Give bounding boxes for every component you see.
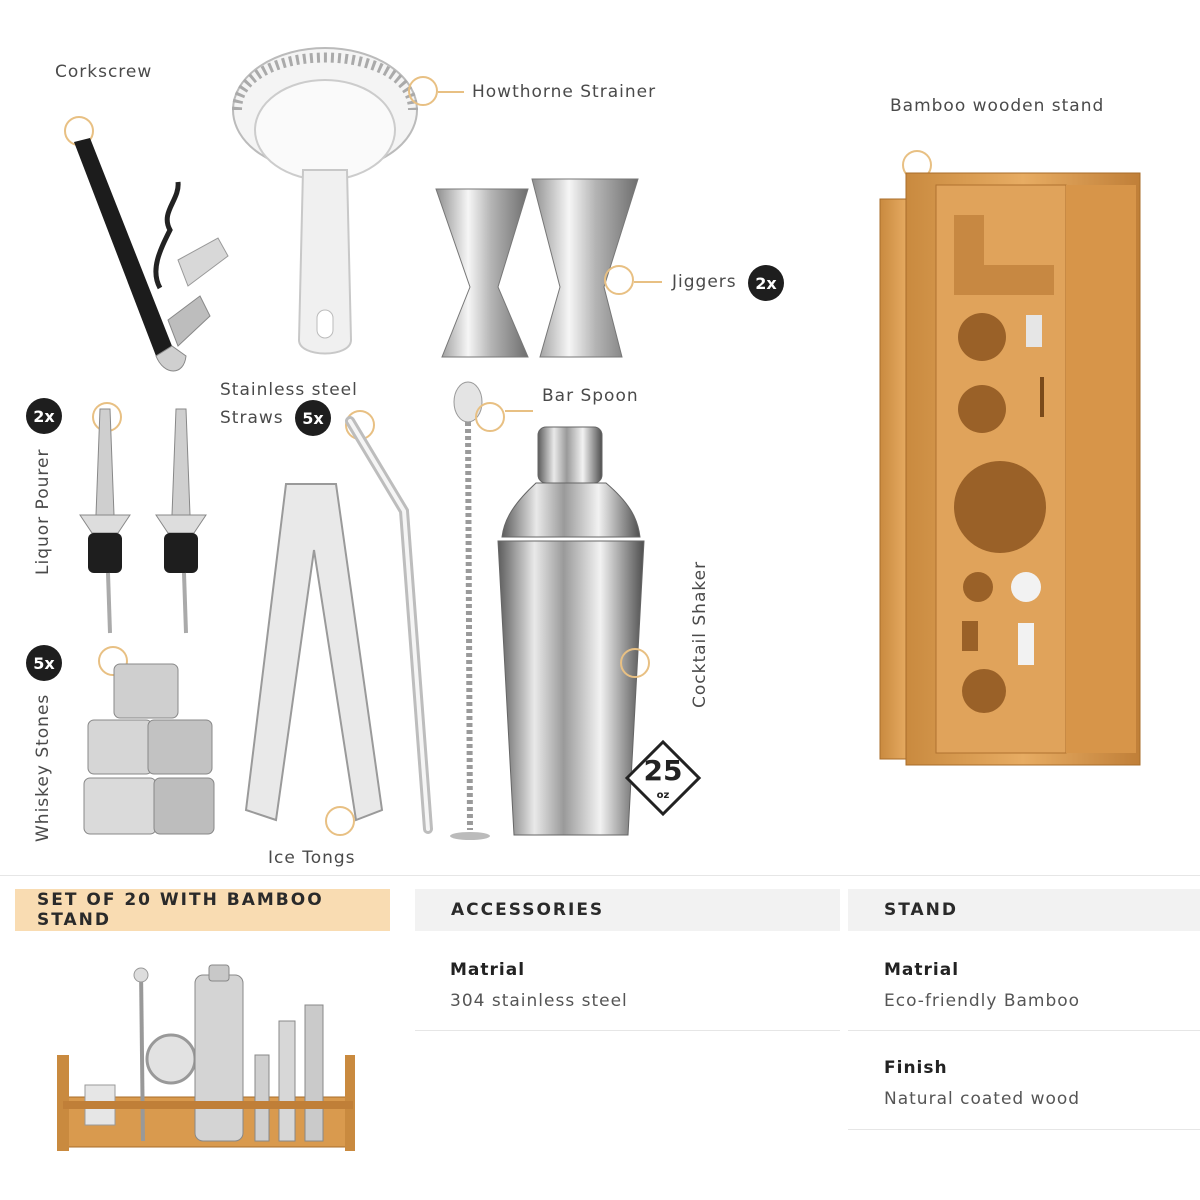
stand-finish-value: Natural coated wood [884, 1089, 1081, 1109]
jiggers-connector [634, 281, 662, 283]
jiggers-label: Jiggers [672, 272, 737, 292]
liquor-pourer-label: Liquor Pourer [33, 448, 53, 575]
corkscrew-label: Corkscrew [55, 62, 153, 82]
bar-spoon-connector [505, 410, 533, 412]
stand-material-value: Eco-friendly Bamboo [884, 991, 1081, 1011]
accessories-row-divider [415, 1030, 840, 1031]
strainer-label: Howthorne Strainer [472, 82, 657, 102]
bamboo-stand-image [876, 165, 1146, 775]
ice-tongs-label: Ice Tongs [268, 848, 356, 868]
stand-row-divider-2 [848, 1129, 1200, 1130]
bamboo-stand-label: Bamboo wooden stand [890, 96, 1105, 116]
stand-finish-title: Finish [884, 1058, 948, 1078]
set-in-stand-image [55, 965, 355, 1165]
straws-label-line2: Straws [220, 408, 284, 428]
straws-count-badge: 5x [295, 400, 331, 436]
straws-label-line1: Stainless steel [220, 380, 358, 400]
bar-spoon-label: Bar Spoon [542, 386, 639, 406]
section-divider [0, 875, 1200, 876]
shaker-size-badge [625, 740, 701, 816]
shaker-size-unit: oz [656, 790, 670, 801]
shaker-size-value: 25 [643, 754, 683, 787]
ice-tongs-image [240, 480, 390, 840]
stand-header: STAND [848, 889, 1200, 931]
liquor-pourer-image [72, 405, 232, 645]
cocktail-shaker-label: Cocktail Shaker [690, 560, 710, 708]
bar-spoon-image [440, 380, 500, 850]
accessories-material-title: Matrial [450, 960, 526, 980]
stand-row-divider-1 [848, 1030, 1200, 1031]
set-header: SET OF 20 WITH BAMBOO STAND [15, 889, 390, 931]
strainer-connector [438, 91, 464, 93]
accessories-header: ACCESSORIES [415, 889, 840, 931]
whiskey-stones-label: Whiskey Stones [33, 693, 53, 842]
pourer-count-badge: 2x [26, 398, 62, 434]
whiskey-stones-image [82, 660, 222, 840]
stand-material-title: Matrial [884, 960, 960, 980]
strainer-image [225, 20, 425, 320]
stones-count-badge: 5x [26, 645, 62, 681]
accessories-material-value: 304 stainless steel [450, 991, 628, 1011]
cocktail-shaker-callout [620, 648, 650, 678]
ice-tongs-callout [325, 806, 355, 836]
strainer-callout [408, 76, 438, 106]
jiggers-count-badge: 2x [748, 265, 784, 301]
jiggers-callout [604, 265, 634, 295]
